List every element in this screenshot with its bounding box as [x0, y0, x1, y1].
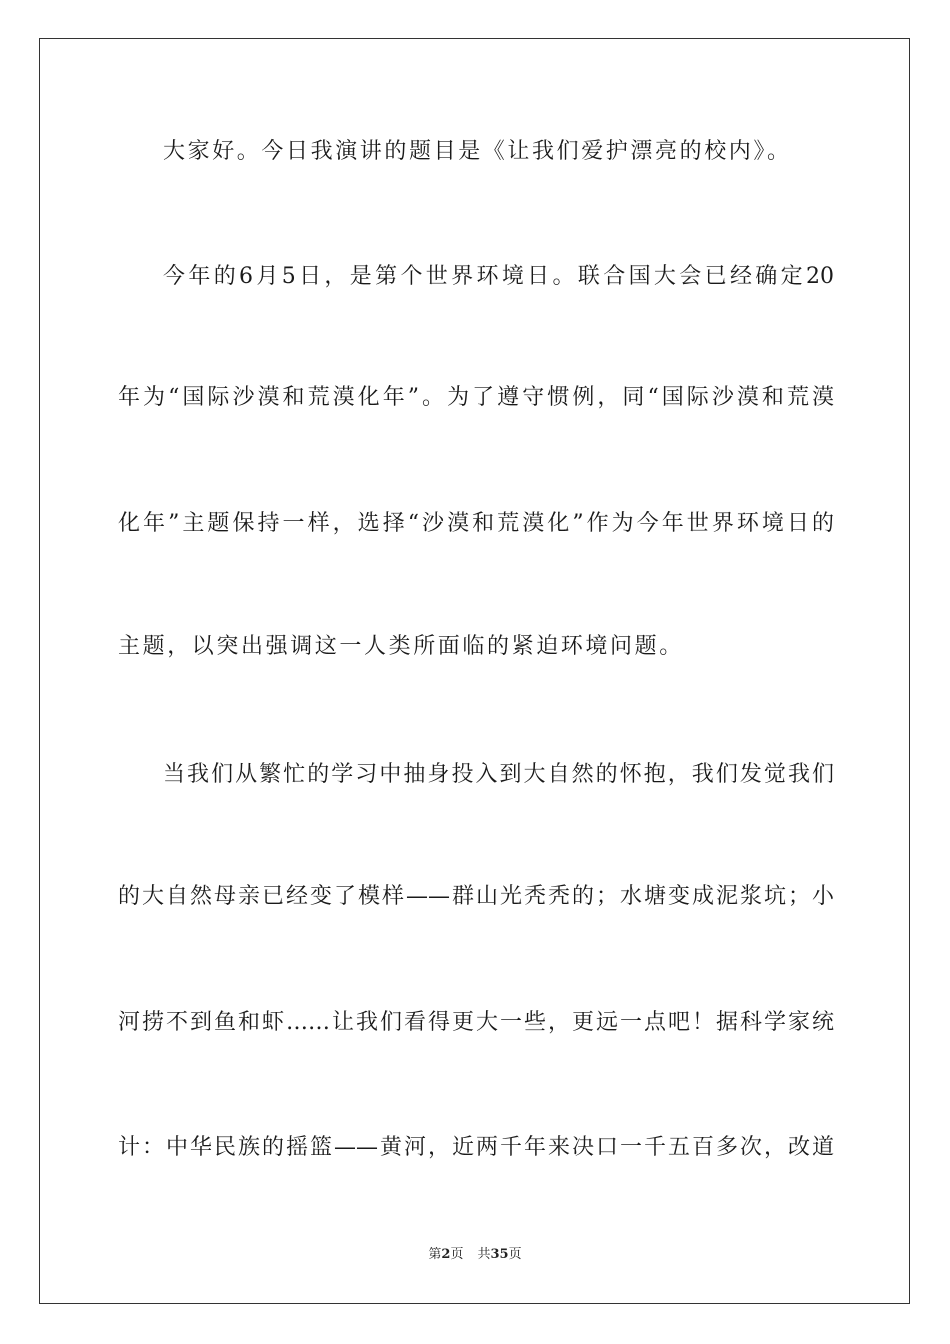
page-footer [0, 1247, 950, 1263]
paragraph-line: 的大自然母亲已经变了模样——群山光秃秃的；水塘变成泥浆坑；小 [118, 884, 834, 909]
paragraph-line: 主题，以突出强调这一人类所面临的紧迫环境问题。 [118, 634, 684, 659]
paragraph-line: 河捞不到鱼和虾……让我们看得更大一些，更远一点吧！据科学家统 [118, 1010, 834, 1035]
page-prefix: 第 [428, 1247, 442, 1262]
paragraph-line: 计：中华民族的摇篮——黄河，近两千年来决口一千五百多次，改道 [118, 1135, 834, 1160]
paragraph-line: 年为“国际沙漠和荒漠化年”。为了遵守惯例，同“国际沙漠和荒漠 [118, 385, 834, 410]
paragraph-line: 大家好。今日我演讲的题目是《让我们爱护漂亮的校内》。 [163, 139, 792, 164]
page-border [39, 38, 910, 1304]
page-number: 2 [441, 1247, 451, 1262]
paragraph-line: 化年”主题保持一样，选择“沙漠和荒漠化”作为今年世界环境日的 [118, 511, 834, 536]
total-prefix: 共 [477, 1247, 491, 1262]
page-suffix: 页 [450, 1247, 464, 1262]
paragraph-line: 今年的6月5日，是第个世界环境日。联合国大会已经确定20 [163, 264, 834, 289]
total-suffix: 页 [508, 1247, 522, 1262]
total-pages: 35 [490, 1247, 509, 1262]
paragraph-line: 当我们从繁忙的学习中抽身投入到大自然的怀抱，我们发觉我们 [163, 762, 834, 787]
